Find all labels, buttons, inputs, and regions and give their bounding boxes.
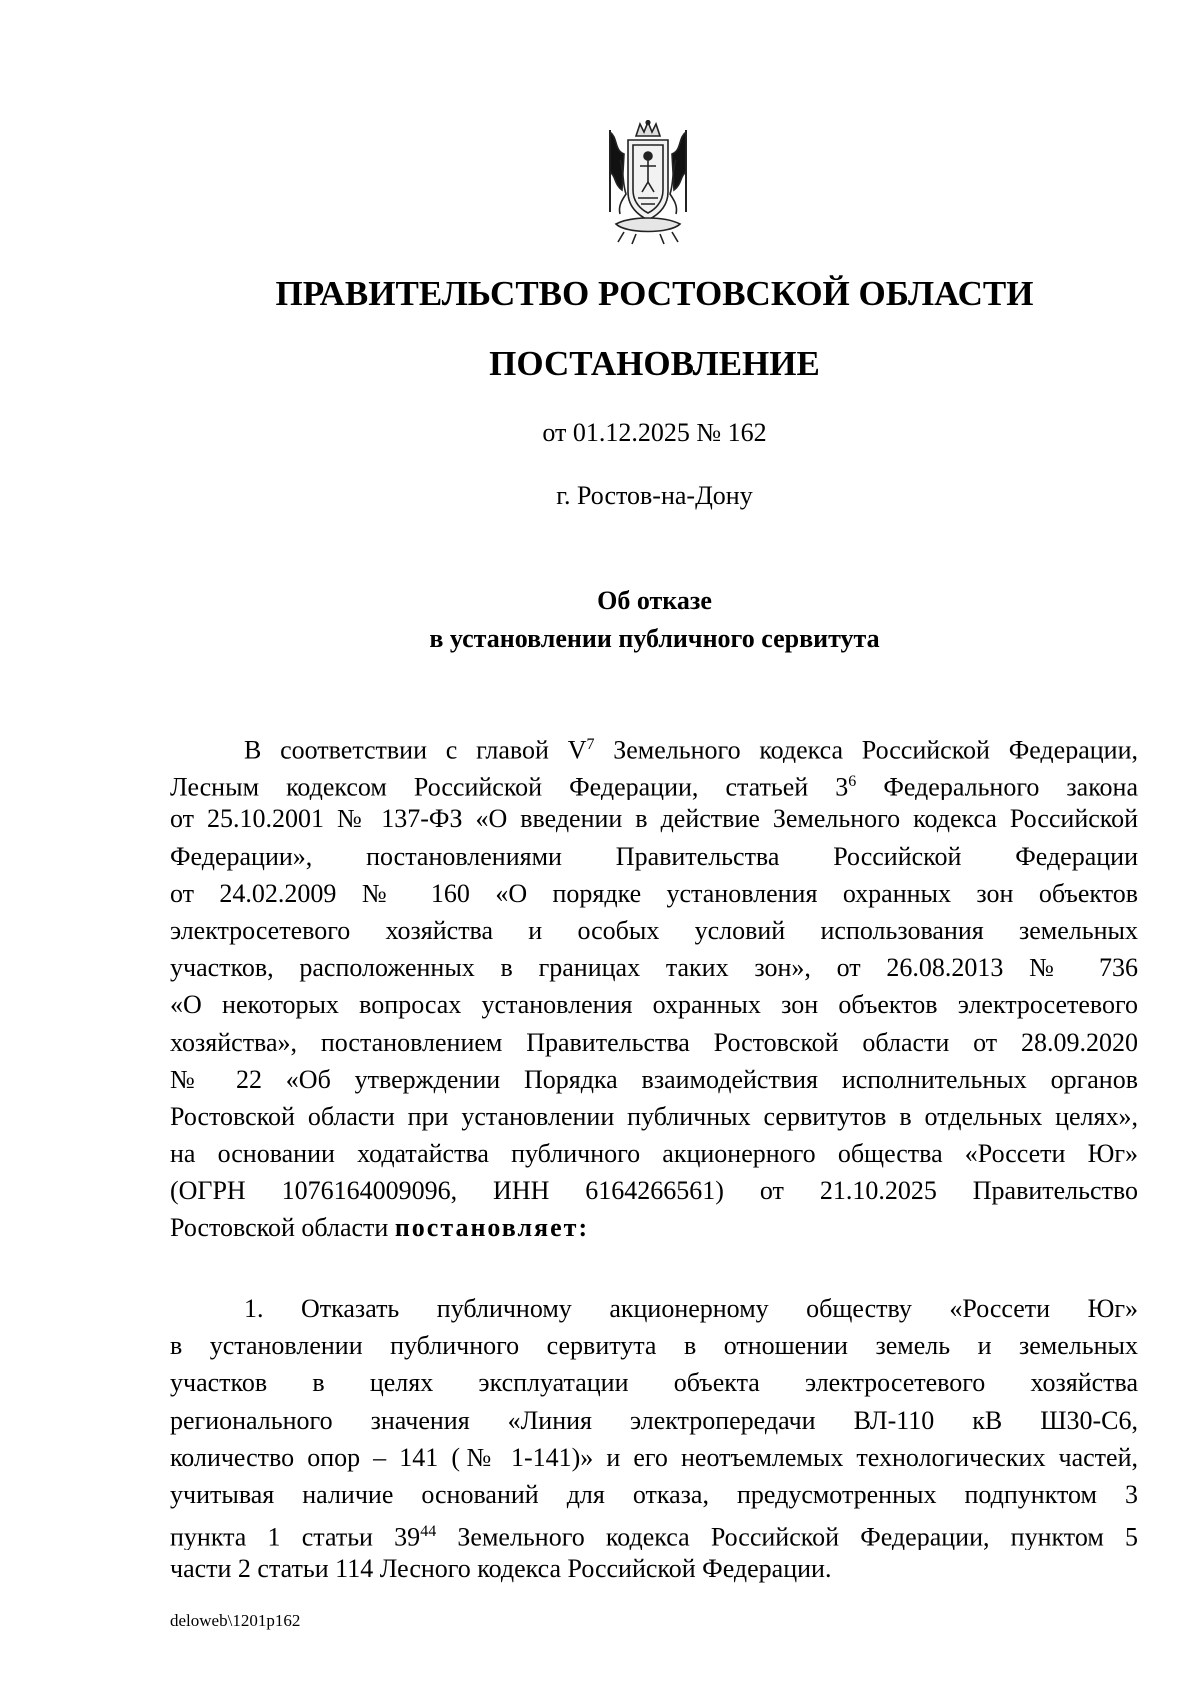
text-line: участков, расположенных в границах таких зон», от 26.08.2013 № 736: [170, 953, 1138, 983]
item-1-paragraph: [170, 1290, 1138, 1588]
document-footer-code: deloweb\1201p162: [170, 1611, 301, 1630]
document-type: ПОСТАНОВЛЕНИЕ: [489, 344, 820, 383]
text-line: участков в целях эксплуатации объекта электросетевого хозяйства: [170, 1368, 1138, 1398]
subject-line: Об отказе: [597, 586, 712, 615]
text-line: в установлении публичного сервитута в отношении земель и земельных: [170, 1331, 1138, 1361]
text-line: Федерации», постановлениями Правительства Российской Федерации: [170, 841, 1138, 871]
text-line: части 2 статьи 114 Лесного кодекса Российской Федерации.: [170, 1554, 832, 1584]
text-line: № 22 «Об утверждении Порядка взаимодействия исполнительных органов: [170, 1064, 1138, 1094]
text-line: хозяйства», постановлением Правительства Ростовской области от 28.09.2020: [170, 1027, 1138, 1057]
org-title: ПРАВИТЕЛЬСТВО РОСТОВСКОЙ ОБЛАСТИ: [275, 274, 1034, 313]
document-place: г. Ростов-на-Дону: [556, 481, 753, 510]
text-line: 1. Отказать публичному акционерному обществу «Россети Юг»: [244, 1294, 1138, 1323]
rostov-oblast-coat-of-arms-icon: [600, 120, 696, 246]
document-date-number: от 01.12.2025 № 162: [542, 418, 767, 447]
text-line: «О некоторых вопросах установления охранных зон объектов электросетевого: [170, 990, 1138, 1020]
text-line: Лесным кодексом Российской Федерации, статьей $3^6$ Федерального закона: [170, 772, 1138, 801]
text-line: электросетевого хозяйства и особых условий использования земельных: [170, 915, 1138, 945]
preamble-paragraph: [170, 726, 1138, 1247]
text-line: Ростовской области постановляет:: [170, 1213, 590, 1243]
text-line: на основании ходатайства публичного акционерного общества «Россети Юг»: [170, 1139, 1138, 1169]
text-line: количество опор – 141 (№ 1-141)» и его неотъемлемых технологических частей,: [170, 1442, 1138, 1472]
text-line: пункта 1 статьи $39^{44}$ Земельного кодекса Российской Федерации, пунктом 5: [170, 1522, 1138, 1551]
document-subject: [0, 582, 1200, 658]
resolves-keyword: постановляет: [394, 1213, 579, 1243]
subject-line: в установлении публичного сервитута: [429, 624, 880, 653]
text-line: Ростовской области при установлении публичных сервитутов в отдельных целях»,: [170, 1101, 1138, 1131]
text-line: регионального значения «Линия электропередачи ВЛ-110 кВ Ш30-С6,: [170, 1405, 1138, 1435]
text-line: (ОГРН 1076164009096, ИНН 6164266561) от 21.10.2025 Правительство: [170, 1176, 1138, 1206]
text-line: учитывая наличие оснований для отказа, предусмотренных подпунктом 3: [170, 1479, 1138, 1509]
text-line: В соответствии с главой $V^7$ Земельного кодекса Российской Федерации,: [244, 735, 1138, 764]
text-line: от 25.10.2001 № 137-ФЗ «О введении в действие Земельного кодекса Российской: [170, 804, 1138, 834]
text-line: от 24.02.2009 № 160 «О порядке установления охранных зон объектов: [170, 878, 1138, 908]
